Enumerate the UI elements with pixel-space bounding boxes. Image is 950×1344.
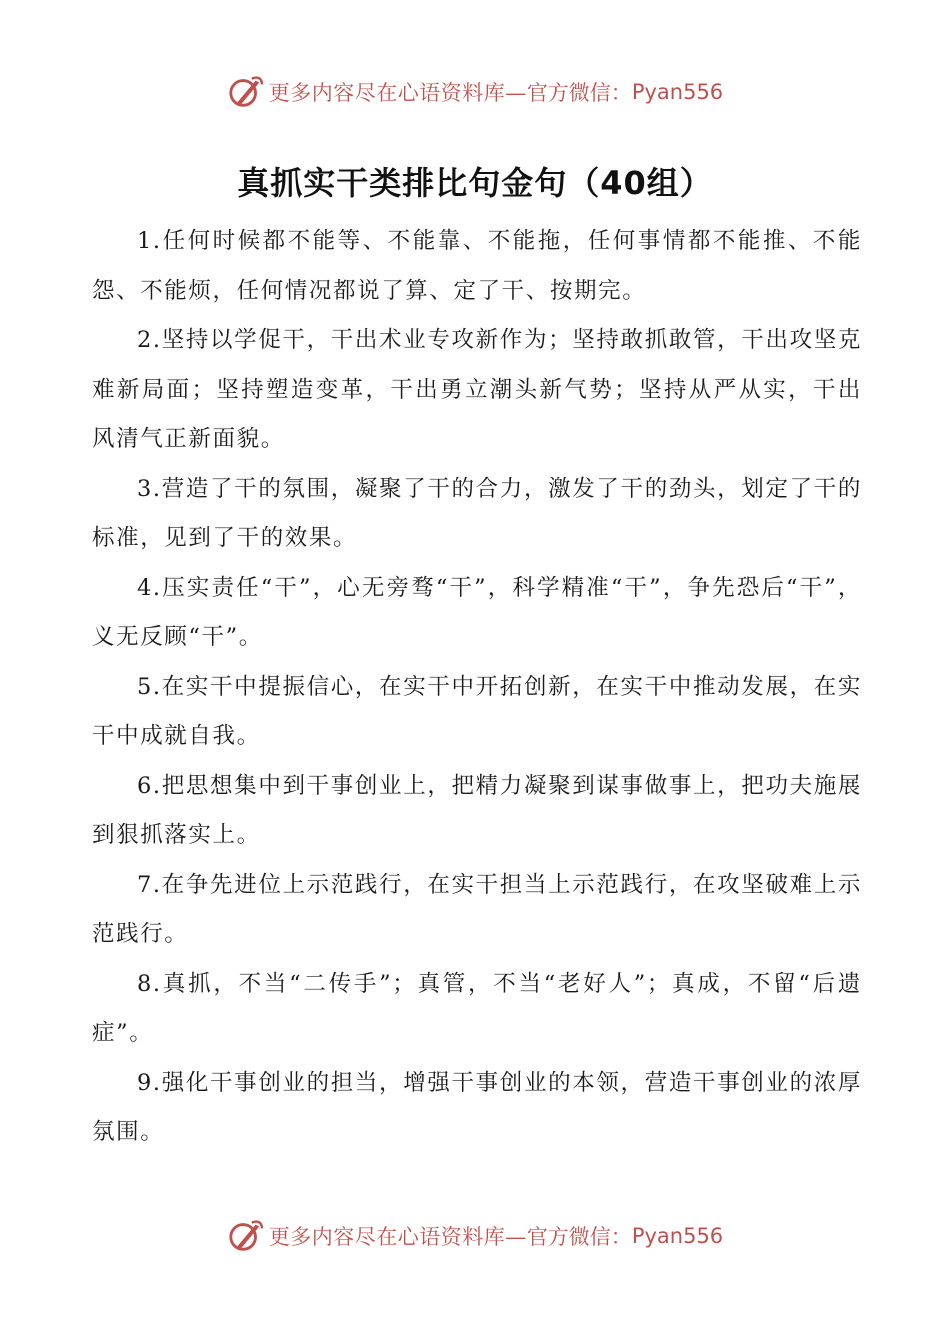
list-item: 9.强化干事创业的担当，增强干事创业的本领，营造干事创业的浓厚氛围。 bbox=[92, 1069, 862, 1145]
pen-nib-circle-logo-icon bbox=[227, 1217, 265, 1255]
list-item: 8.真抓，不当“二传手”；真管，不当“老好人”；真成，不留“后遗症”。 bbox=[92, 970, 862, 1046]
list-item: 5.在实干中提振信心，在实干中开拓创新，在实干中推动发展，在实干中成就自我。 bbox=[92, 673, 862, 749]
header-wechat-label: 官方微信： bbox=[526, 81, 632, 105]
list-item: 4.压实责任“干”，心无旁骛“干”，科学精准“干”，争先恐后“干”，义无反顾“干”。 bbox=[92, 574, 862, 650]
footer-wechat-id: Pyan556 bbox=[631, 1224, 724, 1248]
list-item: 7.在争先进位上示范践行，在实干担当上示范践行，在攻坚破难上示范践行。 bbox=[92, 871, 862, 947]
pen-nib-circle-logo-icon bbox=[227, 73, 265, 111]
list-item: 2.坚持以学促干，干出术业专攻新作为；坚持敢抓敢管，干出攻坚克难新局面；坚持塑造变革，干出勇立潮头新气势；坚持从严从实，干出风清气正新面貌。 bbox=[92, 327, 862, 452]
list-item: 3.营造了干的氛围，凝聚了干的合力，激发了干的劲头，划定了干的标准，见到了干的效果。 bbox=[92, 475, 862, 551]
list-item: 1.任何时候都不能等、不能靠、不能拖，任何事情都不能推、不能怨、不能烦，任何情况都说了算、定了干、按期完。 bbox=[92, 228, 862, 304]
footer-wechat-label: 官方微信： bbox=[526, 1225, 632, 1249]
footer-slogan: 更多内容尽在心语资料库— bbox=[268, 1225, 527, 1249]
header-banner bbox=[0, 70, 950, 114]
header-slogan: 更多内容尽在心语资料库— bbox=[268, 81, 527, 105]
quote-list bbox=[92, 217, 862, 1158]
header-wechat-id: Pyan556 bbox=[631, 80, 724, 104]
list-item: 6.把思想集中到干事创业上，把精力凝聚到谋事做事上，把功夫施展到狠抓落实上。 bbox=[92, 772, 862, 848]
footer-banner bbox=[0, 1214, 950, 1258]
page-title: 真抓实干类排比句金句（40组） bbox=[237, 164, 713, 202]
